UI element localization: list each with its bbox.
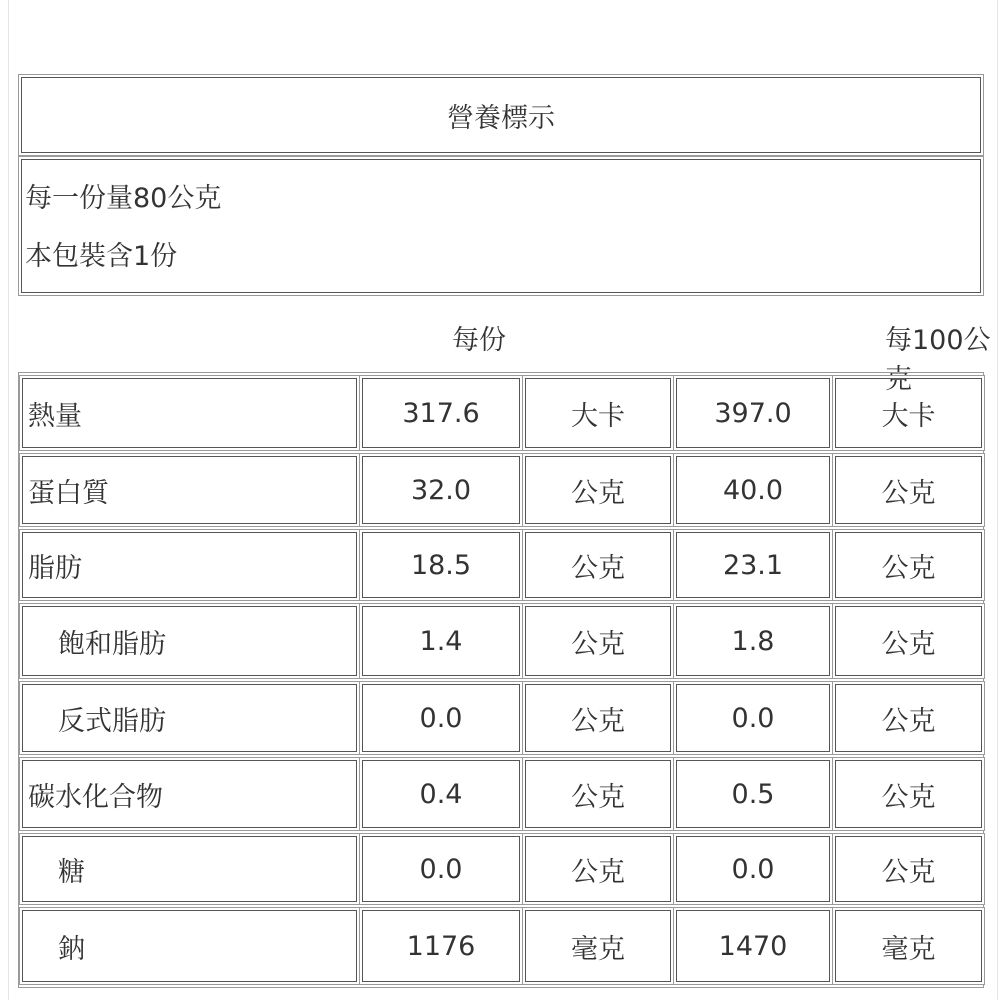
per-serving-unit: 毫克 xyxy=(522,907,674,985)
nutrient-name: 脂肪 xyxy=(19,529,360,601)
per-serving-unit: 公克 xyxy=(522,681,674,755)
nutrition-title: 營養標示 xyxy=(447,102,555,134)
per-100g-unit: 公克 xyxy=(832,833,985,905)
per-100g-unit: 公克 xyxy=(832,757,985,831)
per-serving-unit: 公克 xyxy=(522,757,674,831)
per-100g-value: 0.0 xyxy=(673,833,833,905)
nutrient-name: 反式脂肪 xyxy=(19,681,360,755)
per-100g-value: 1.8 xyxy=(673,603,833,679)
per-serving-unit: 大卡 xyxy=(522,375,674,451)
per-serving-unit: 公克 xyxy=(522,603,674,679)
per-100g-value: 0.5 xyxy=(673,757,833,831)
nutrient-table xyxy=(18,372,984,988)
per-serving-unit: 公克 xyxy=(522,833,674,905)
per-serving-unit: 公克 xyxy=(522,453,674,527)
per-serving-value: 0.4 xyxy=(359,757,523,831)
per-100g-unit: 公克 xyxy=(832,453,985,527)
serving-size: 每一份量80公克 xyxy=(25,183,222,214)
column-header-per-serving: 每份 xyxy=(452,325,506,356)
per-100g-unit: 公克 xyxy=(832,681,985,755)
column-header-per-100g: 每100公克 xyxy=(885,325,991,395)
per-100g-unit: 公克 xyxy=(832,529,985,601)
per-100g-value: 0.0 xyxy=(673,681,833,755)
per-serving-value: 18.5 xyxy=(359,529,523,601)
per-100g-unit: 毫克 xyxy=(832,907,985,985)
per-serving-value: 0.0 xyxy=(359,833,523,905)
per-serving-value: 317.6 xyxy=(359,375,523,451)
nutrient-name: 糖 xyxy=(19,833,360,905)
nutrient-name: 鈉 xyxy=(19,907,360,985)
per-serving-value: 1176 xyxy=(359,907,523,985)
per-100g-value: 397.0 xyxy=(673,375,833,451)
servings-per-package: 本包裝含1份 xyxy=(25,241,178,272)
per-100g-value: 23.1 xyxy=(673,529,833,601)
per-100g-unit: 公克 xyxy=(832,603,985,679)
nutrient-name: 碳水化合物 xyxy=(19,757,360,831)
nutrient-name: 熱量 xyxy=(19,375,360,451)
per-100g-value: 40.0 xyxy=(673,453,833,527)
per-100g-unit: 大卡 xyxy=(832,375,985,451)
nutrient-name: 飽和脂肪 xyxy=(19,603,360,679)
per-serving-unit: 公克 xyxy=(522,529,674,601)
per-serving-value: 32.0 xyxy=(359,453,523,527)
per-100g-value: 1470 xyxy=(673,907,833,985)
per-serving-value: 0.0 xyxy=(359,681,523,755)
nutrient-name: 蛋白質 xyxy=(19,453,360,527)
serving-info-box xyxy=(18,156,984,296)
per-serving-value: 1.4 xyxy=(359,603,523,679)
nutrition-title-box xyxy=(18,74,984,156)
